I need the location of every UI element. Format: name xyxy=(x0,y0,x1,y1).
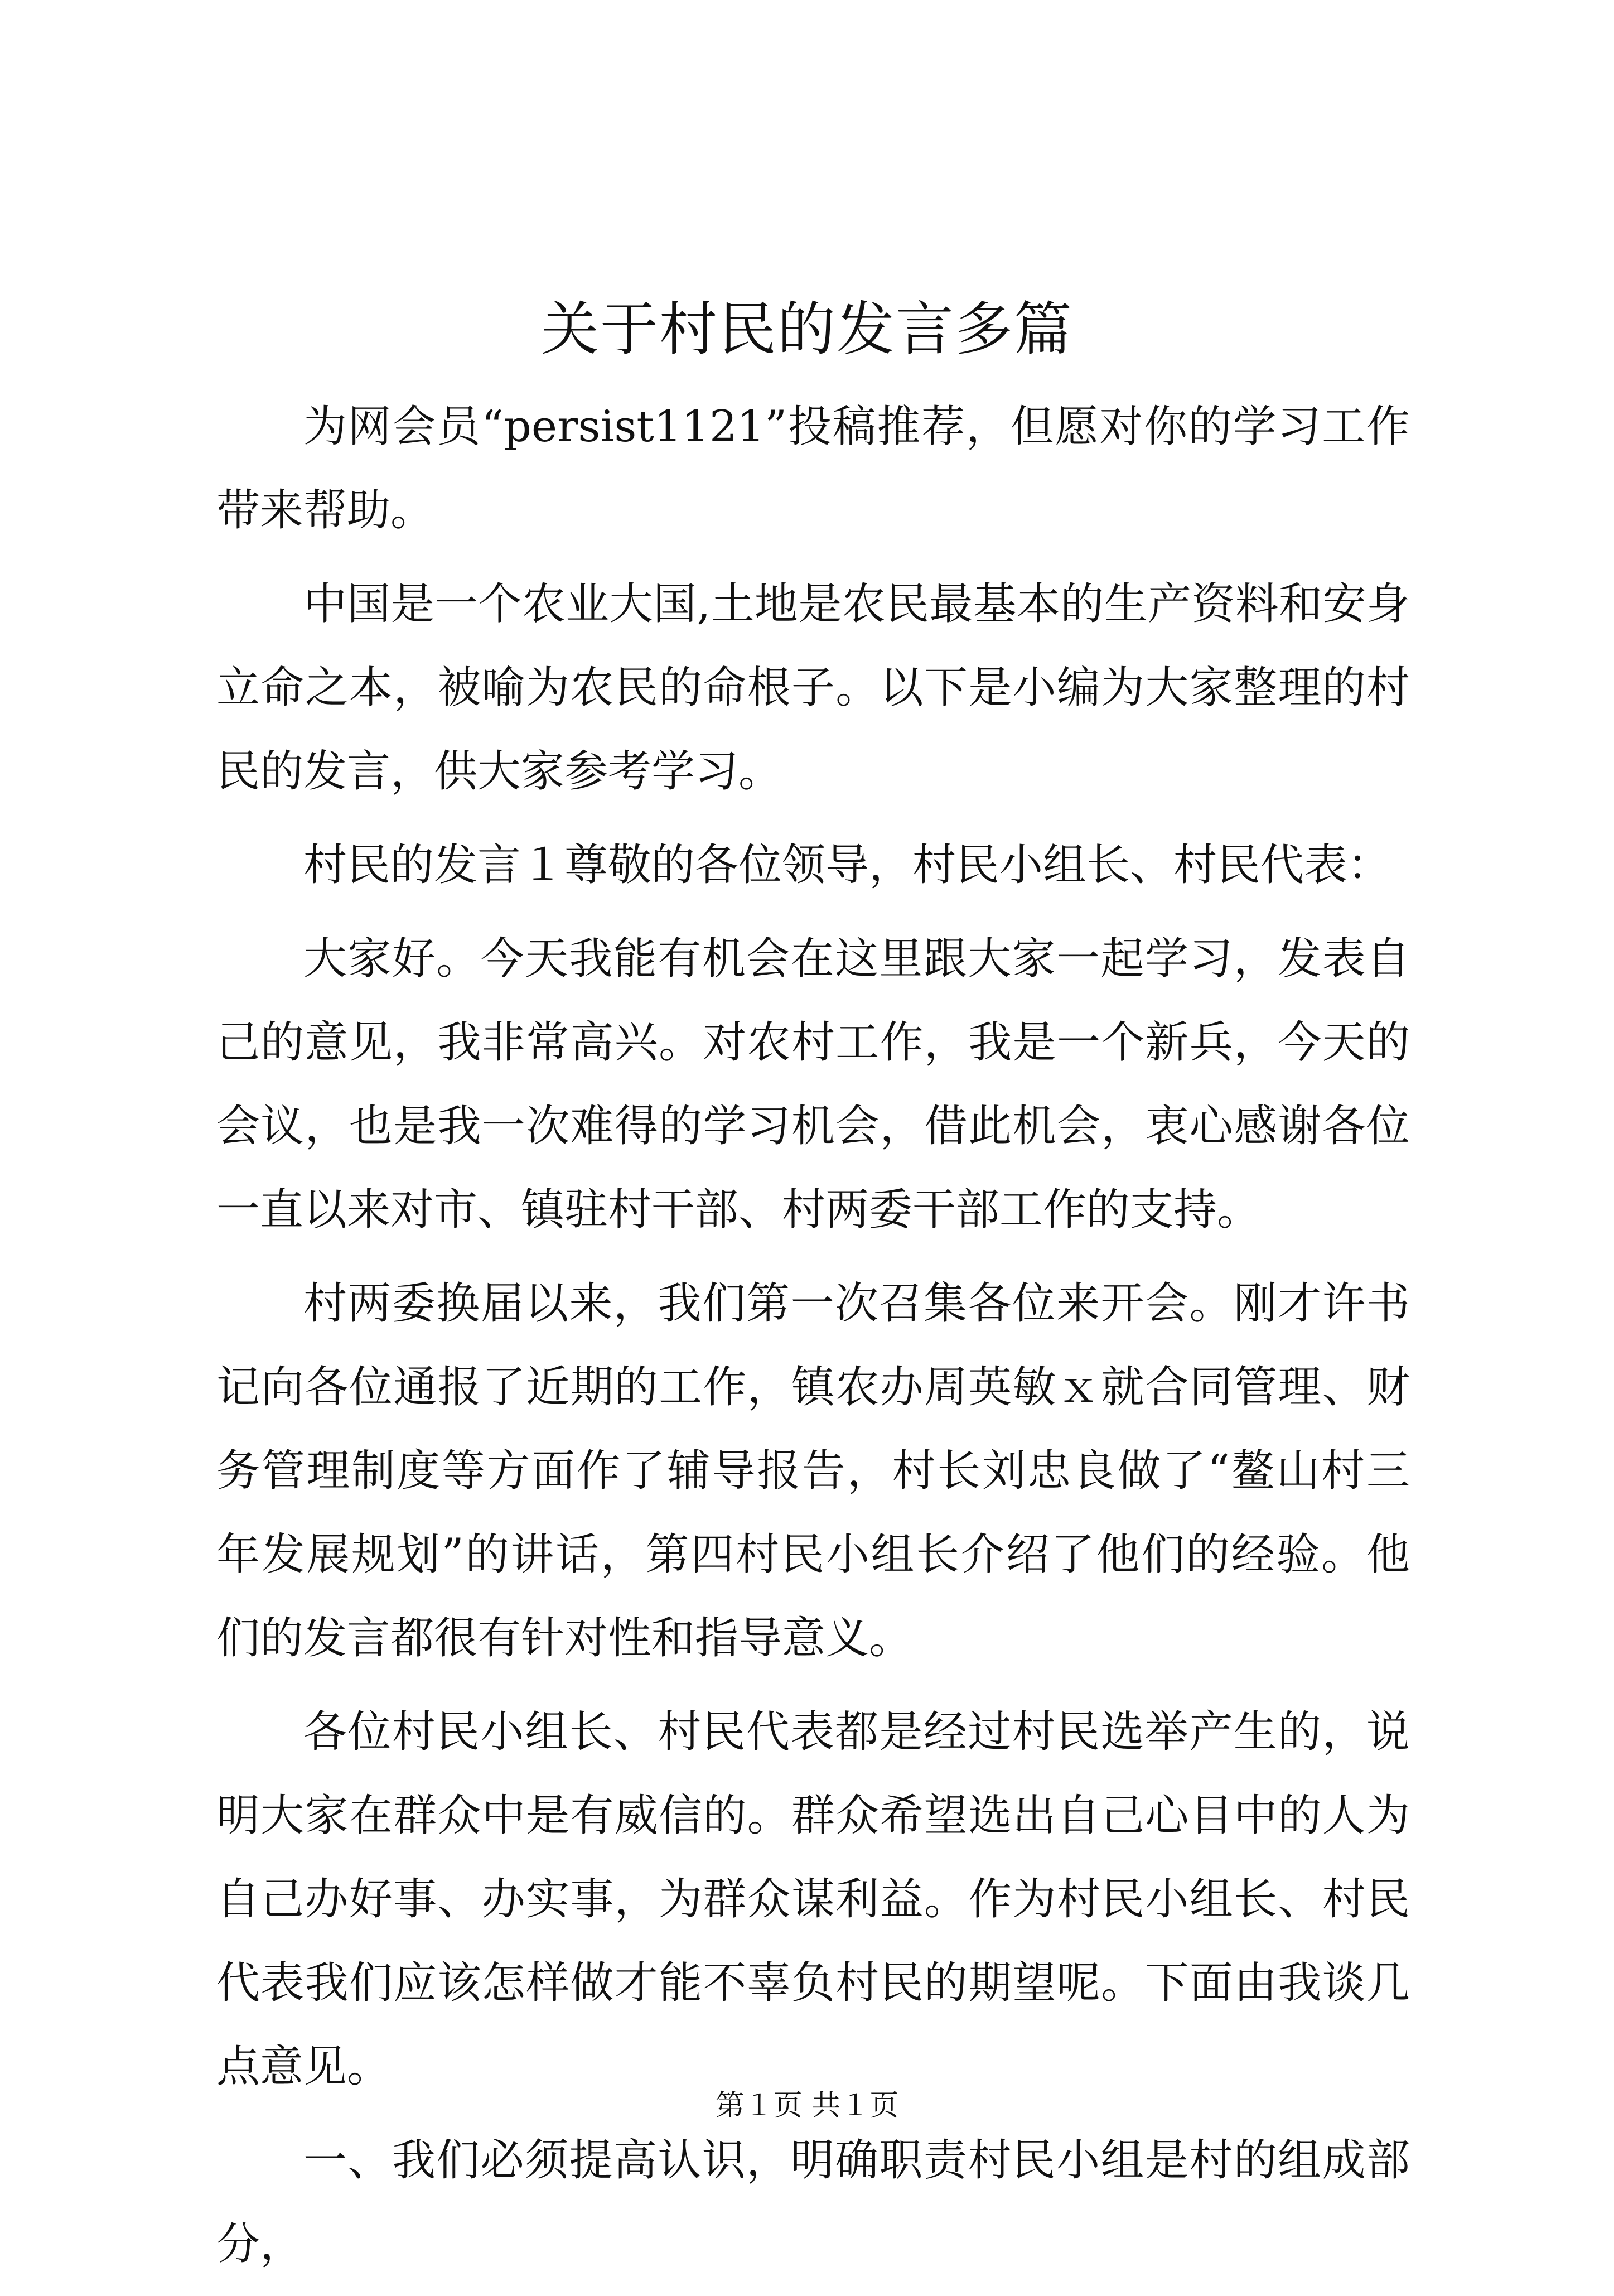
page-number-footer: 第１页 共１页 xyxy=(715,2089,899,2123)
document-body xyxy=(216,385,1410,2296)
paragraph-intro: 为网会员“persist1121”投稿推荐，但愿对你的学习工作带来帮助。 xyxy=(216,402,1410,536)
paragraph-salutation: 村民的发言１尊敬的各位领导，村民小组长、村民代表： xyxy=(303,840,1391,890)
document-title: 关于村民的发言多篇 xyxy=(540,295,1073,363)
paragraph-meeting-review: 村两委换届以来，我们第一次召集各位来开会。刚才许书记向各位通报了近期的工作，镇农办周英敏ｘ就合同管理、财务管理制度等方面作了辅导报告，村长刘忠良做了“鳌山村三年发展规划”的讲话，第四村民小组长介绍了他们的经验。他们的发言都很有针对性和指导意义。 xyxy=(216,1279,1410,1663)
paragraph-point-one: 一、我们必须提高认识，明确职责村民小组是村的组成部分， xyxy=(216,2135,1410,2269)
paragraph-background: 中国是一个农业大国,土地是农民最基本的生产资料和安身立命之本，被喻为农民的命根子。以下是小编为大家整理的村民的发言，供大家参考学习。 xyxy=(216,579,1410,797)
paragraph-greeting: 大家好。今天我能有机会在这里跟大家一起学习，发表自己的意见，我非常高兴。对农村工作，我是一个新兵，今天的会议，也是我一次难得的学习机会，借此机会，衷心感谢各位一直以来对市、镇驻村干部、村两委干部工作的支持。 xyxy=(216,934,1410,1235)
paragraph-representatives: 各位村民小组长、村民代表都是经过村民选举产生的，说明大家在群众中是有威信的。群众希望选出自己心目中的人为自己办好事、办实事，为群众谋利益。作为村民小组长、村民代表我们应该怎样做才能不辜负村民的期望呢。下面由我谈几点意见。 xyxy=(216,1707,1410,2092)
